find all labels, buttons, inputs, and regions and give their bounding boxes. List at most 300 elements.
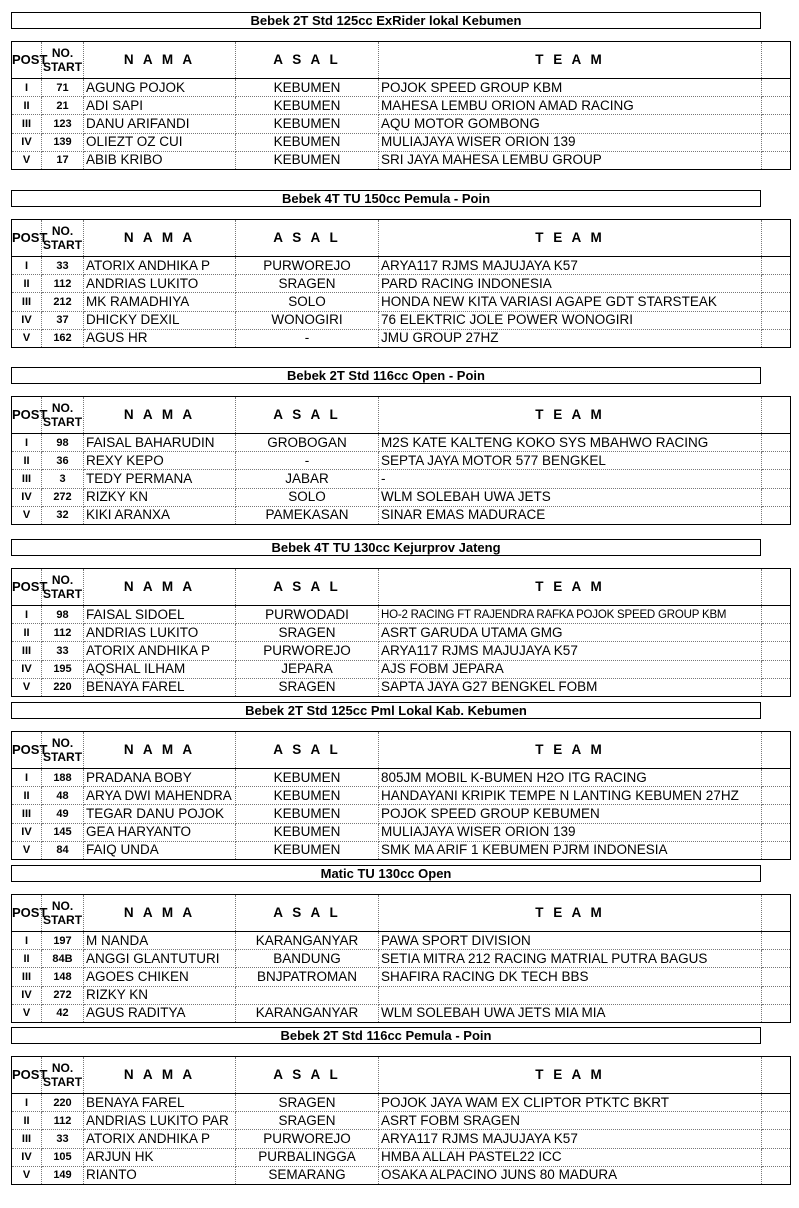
spacer-cell: [762, 1130, 791, 1148]
origin-cell: PURWOREJO: [236, 257, 379, 275]
header-row: [12, 895, 791, 932]
origin-cell: SOLO: [236, 488, 379, 506]
position-cell: V: [12, 678, 42, 696]
position-cell: IV: [12, 488, 42, 506]
result-row: [12, 1148, 791, 1166]
spacer-cell: [762, 293, 791, 311]
start-number-cell: 212: [42, 293, 84, 311]
spacer-cell: [762, 787, 791, 805]
team-cell: POJOK SPEED GROUP KBM: [379, 79, 762, 97]
header-no-start: NO. START: [42, 1057, 84, 1094]
team-cell: MAHESA LEMBU ORION AMAD RACING: [379, 97, 762, 115]
position-cell: IV: [12, 823, 42, 841]
position-cell: III: [12, 805, 42, 823]
position-cell: II: [12, 275, 42, 293]
start-number-cell: 98: [42, 434, 84, 452]
team-cell: HANDAYANI KRIPIK TEMPE N LANTING KEBUMEN 27HZ: [379, 787, 762, 805]
position-cell: I: [12, 257, 42, 275]
position-cell: IV: [12, 986, 42, 1004]
header-row: [12, 397, 791, 434]
header-pos: POST: [12, 732, 42, 769]
rider-name-cell: TEDY PERMANA: [84, 470, 236, 488]
team-cell: ARYA117 RJMS MAJUJAYA K57: [379, 642, 762, 660]
rider-name-cell: ADI SAPI: [84, 97, 236, 115]
spacer-cell: [762, 488, 791, 506]
result-row: [12, 932, 791, 950]
result-row: [12, 434, 791, 452]
team-cell: HMBA ALLAH PASTEL22 ICC: [379, 1148, 762, 1166]
position-cell: V: [12, 151, 42, 169]
team-cell: WLM SOLEBAH UWA JETS: [379, 488, 762, 506]
spacer-cell: [762, 660, 791, 678]
rider-name-cell: ARJUN HK: [84, 1148, 236, 1166]
header-team: T E A M: [379, 569, 762, 606]
team-cell: SHAFIRA RACING DK TECH BBS: [379, 968, 762, 986]
position-cell: III: [12, 1130, 42, 1148]
rider-name-cell: FAISAL SIDOEL: [84, 606, 236, 624]
results-table: [11, 731, 791, 860]
start-number-cell: 112: [42, 1112, 84, 1130]
origin-cell: KEBUMEN: [236, 79, 379, 97]
result-row: [12, 293, 791, 311]
spacer-cell: [762, 823, 791, 841]
origin-cell: KEBUMEN: [236, 823, 379, 841]
start-number-cell: 21: [42, 97, 84, 115]
header-asal: A S A L: [236, 569, 379, 606]
spacer-cell: [762, 133, 791, 151]
result-row: [12, 642, 791, 660]
section-title: Matic TU 130cc Open: [11, 865, 761, 882]
position-cell: I: [12, 769, 42, 787]
header-pos: POST: [12, 220, 42, 257]
team-cell: SINAR EMAS MADURACE: [379, 506, 762, 524]
start-number-cell: 37: [42, 311, 84, 329]
spacer-cell: [762, 805, 791, 823]
header-asal: A S A L: [236, 220, 379, 257]
result-row: [12, 787, 791, 805]
position-cell: II: [12, 624, 42, 642]
results-table: [11, 568, 791, 697]
section-title: Bebek 4T TU 130cc Kejurprov Jateng: [11, 539, 761, 556]
header-pos: POST: [12, 895, 42, 932]
start-number-cell: 149: [42, 1166, 84, 1184]
spacer-cell: [762, 97, 791, 115]
header-pos: POST: [12, 397, 42, 434]
header-nama: N A M A: [84, 42, 236, 79]
header-row: [12, 42, 791, 79]
start-number-cell: 36: [42, 452, 84, 470]
start-number-cell: 98: [42, 606, 84, 624]
result-row: [12, 1004, 791, 1022]
origin-cell: GROBOGAN: [236, 434, 379, 452]
result-row: [12, 151, 791, 169]
origin-cell: PURWOREJO: [236, 642, 379, 660]
position-cell: III: [12, 293, 42, 311]
spacer-cell: [762, 606, 791, 624]
spacer-cell: [762, 624, 791, 642]
start-number-cell: 17: [42, 151, 84, 169]
result-row: [12, 506, 791, 524]
position-cell: III: [12, 968, 42, 986]
header-spacer: [762, 732, 791, 769]
origin-cell: PURBALINGGA: [236, 1148, 379, 1166]
section-title: Bebek 2T Std 116cc Pemula - Poin: [11, 1027, 761, 1044]
rider-name-cell: GEA HARYANTO: [84, 823, 236, 841]
origin-cell: KEBUMEN: [236, 841, 379, 859]
team-cell: SAPTA JAYA G27 BENGKEL FOBM: [379, 678, 762, 696]
origin-cell: SRAGEN: [236, 624, 379, 642]
rider-name-cell: KIKI ARANXA: [84, 506, 236, 524]
start-number-cell: 188: [42, 769, 84, 787]
results-table: [11, 41, 791, 170]
header-spacer: [762, 397, 791, 434]
team-cell: -: [379, 470, 762, 488]
rider-name-cell: AGOES CHIKEN: [84, 968, 236, 986]
team-cell: ARYA117 RJMS MAJUJAYA K57: [379, 257, 762, 275]
result-row: [12, 275, 791, 293]
spacer-cell: [762, 968, 791, 986]
rider-name-cell: MK RAMADHIYA: [84, 293, 236, 311]
spacer-cell: [762, 642, 791, 660]
results-table: [11, 396, 791, 525]
spacer-cell: [762, 151, 791, 169]
rider-name-cell: ATORIX ANDHIKA P: [84, 1130, 236, 1148]
team-cell: ASRT GARUDA UTAMA GMG: [379, 624, 762, 642]
origin-cell: PURWOREJO: [236, 1130, 379, 1148]
spacer-cell: [762, 311, 791, 329]
rider-name-cell: RIZKY KN: [84, 488, 236, 506]
position-cell: IV: [12, 311, 42, 329]
result-row: [12, 470, 791, 488]
position-cell: V: [12, 1004, 42, 1022]
team-cell: PARD RACING INDONESIA: [379, 275, 762, 293]
start-number-cell: 105: [42, 1148, 84, 1166]
result-row: [12, 841, 791, 859]
header-team: T E A M: [379, 1057, 762, 1094]
header-row: [12, 220, 791, 257]
results-table: [11, 894, 791, 1023]
result-row: [12, 678, 791, 696]
rider-name-cell: ANDRIAS LUKITO: [84, 624, 236, 642]
header-no-start: NO. START: [42, 397, 84, 434]
header-asal: A S A L: [236, 732, 379, 769]
origin-cell: KEBUMEN: [236, 151, 379, 169]
result-row: [12, 488, 791, 506]
rider-name-cell: ABIB KRIBO: [84, 151, 236, 169]
origin-cell: SRAGEN: [236, 275, 379, 293]
spacer-cell: [762, 950, 791, 968]
start-number-cell: 195: [42, 660, 84, 678]
team-cell: POJOK SPEED GROUP KEBUMEN: [379, 805, 762, 823]
spacer-cell: [762, 932, 791, 950]
header-pos: POST: [12, 569, 42, 606]
spacer-cell: [762, 1094, 791, 1112]
position-cell: I: [12, 1094, 42, 1112]
rider-name-cell: AGUNG POJOK: [84, 79, 236, 97]
spacer-cell: [762, 115, 791, 133]
start-number-cell: 272: [42, 488, 84, 506]
origin-cell: SRAGEN: [236, 1094, 379, 1112]
position-cell: I: [12, 606, 42, 624]
result-row: [12, 1112, 791, 1130]
header-no-start: NO. START: [42, 220, 84, 257]
result-row: [12, 115, 791, 133]
header-nama: N A M A: [84, 569, 236, 606]
spacer-cell: [762, 1112, 791, 1130]
header-no-start: NO. START: [42, 732, 84, 769]
origin-cell: SEMARANG: [236, 1166, 379, 1184]
section-title: Bebek 2T Std 116cc Open - Poin: [11, 367, 761, 384]
start-number-cell: 32: [42, 506, 84, 524]
rider-name-cell: REXY KEPO: [84, 452, 236, 470]
header-no-start: NO. START: [42, 42, 84, 79]
team-cell: HO-2 RACING FT RAJENDRA RAFKA POJOK SPEED GROUP KBM: [379, 606, 762, 624]
spacer-cell: [762, 1166, 791, 1184]
header-nama: N A M A: [84, 1057, 236, 1094]
header-team: T E A M: [379, 895, 762, 932]
result-row: [12, 660, 791, 678]
result-row: [12, 624, 791, 642]
result-row: [12, 606, 791, 624]
rider-name-cell: AGUS RADITYA: [84, 1004, 236, 1022]
result-row: [12, 133, 791, 151]
spacer-cell: [762, 841, 791, 859]
position-cell: I: [12, 932, 42, 950]
header-team: T E A M: [379, 397, 762, 434]
spacer-cell: [762, 1004, 791, 1022]
rider-name-cell: RIANTO: [84, 1166, 236, 1184]
header-asal: A S A L: [236, 1057, 379, 1094]
result-row: [12, 79, 791, 97]
start-number-cell: 148: [42, 968, 84, 986]
position-cell: IV: [12, 133, 42, 151]
header-row: [12, 732, 791, 769]
start-number-cell: 49: [42, 805, 84, 823]
origin-cell: PURWODADI: [236, 606, 379, 624]
team-cell: PAWA SPORT DIVISION: [379, 932, 762, 950]
start-number-cell: 139: [42, 133, 84, 151]
header-asal: A S A L: [236, 42, 379, 79]
spacer-cell: [762, 275, 791, 293]
origin-cell: BNJPATROMAN: [236, 968, 379, 986]
header-no-start: NO. START: [42, 569, 84, 606]
results-table: [11, 1056, 791, 1185]
team-cell: SEPTA JAYA MOTOR 577 BENGKEL: [379, 452, 762, 470]
rider-name-cell: ATORIX ANDHIKA P: [84, 642, 236, 660]
position-cell: V: [12, 506, 42, 524]
team-cell: JMU GROUP 27HZ: [379, 329, 762, 347]
header-pos: POST: [12, 42, 42, 79]
team-cell: SMK MA ARIF 1 KEBUMEN PJRM INDONESIA: [379, 841, 762, 859]
position-cell: III: [12, 115, 42, 133]
result-row: [12, 950, 791, 968]
rider-name-cell: FAIQ UNDA: [84, 841, 236, 859]
team-cell: [379, 986, 762, 1004]
spacer-cell: [762, 1148, 791, 1166]
section-title: Bebek 4T TU 150cc Pemula - Poin: [11, 190, 761, 207]
start-number-cell: 33: [42, 1130, 84, 1148]
header-no-start: NO. START: [42, 895, 84, 932]
origin-cell: SRAGEN: [236, 1112, 379, 1130]
origin-cell: -: [236, 329, 379, 347]
start-number-cell: 33: [42, 257, 84, 275]
team-cell: AQU MOTOR GOMBONG: [379, 115, 762, 133]
result-row: [12, 769, 791, 787]
spacer-cell: [762, 678, 791, 696]
position-cell: IV: [12, 1148, 42, 1166]
team-cell: 76 ELEKTRIC JOLE POWER WONOGIRI: [379, 311, 762, 329]
rider-name-cell: BENAYA FAREL: [84, 1094, 236, 1112]
rider-name-cell: ANDRIAS LUKITO: [84, 275, 236, 293]
position-cell: IV: [12, 660, 42, 678]
position-cell: V: [12, 841, 42, 859]
start-number-cell: 123: [42, 115, 84, 133]
origin-cell: KEBUMEN: [236, 115, 379, 133]
team-cell: MULIAJAYA WISER ORION 139: [379, 823, 762, 841]
start-number-cell: 197: [42, 932, 84, 950]
result-row: [12, 986, 791, 1004]
start-number-cell: 33: [42, 642, 84, 660]
rider-name-cell: DANU ARIFANDI: [84, 115, 236, 133]
header-spacer: [762, 42, 791, 79]
origin-cell: KEBUMEN: [236, 769, 379, 787]
rider-name-cell: AGUS HR: [84, 329, 236, 347]
rider-name-cell: M NANDA: [84, 932, 236, 950]
start-number-cell: 145: [42, 823, 84, 841]
team-cell: POJOK JAYA WAM EX CLIPTOR PTKTC BKRT: [379, 1094, 762, 1112]
origin-cell: KEBUMEN: [236, 805, 379, 823]
position-cell: II: [12, 452, 42, 470]
start-number-cell: 272: [42, 986, 84, 1004]
team-cell: SRI JAYA MAHESA LEMBU GROUP: [379, 151, 762, 169]
start-number-cell: 162: [42, 329, 84, 347]
team-cell: SETIA MITRA 212 RACING MATRIAL PUTRA BAGUS: [379, 950, 762, 968]
team-cell: OSAKA ALPACINO JUNS 80 MADURA: [379, 1166, 762, 1184]
header-spacer: [762, 569, 791, 606]
rider-name-cell: ANDRIAS LUKITO PAR: [84, 1112, 236, 1130]
start-number-cell: 220: [42, 1094, 84, 1112]
rider-name-cell: BENAYA FAREL: [84, 678, 236, 696]
team-cell: MULIAJAYA WISER ORION 139: [379, 133, 762, 151]
start-number-cell: 84: [42, 841, 84, 859]
rider-name-cell: TEGAR DANU POJOK: [84, 805, 236, 823]
origin-cell: WONOGIRI: [236, 311, 379, 329]
spacer-cell: [762, 452, 791, 470]
spacer-cell: [762, 769, 791, 787]
origin-cell: KARANGANYAR: [236, 932, 379, 950]
header-team: T E A M: [379, 42, 762, 79]
position-cell: II: [12, 950, 42, 968]
header-spacer: [762, 1057, 791, 1094]
start-number-cell: 84B: [42, 950, 84, 968]
header-spacer: [762, 895, 791, 932]
header-asal: A S A L: [236, 397, 379, 434]
origin-cell: KEBUMEN: [236, 133, 379, 151]
spacer-cell: [762, 434, 791, 452]
start-number-cell: 112: [42, 624, 84, 642]
start-number-cell: 112: [42, 275, 84, 293]
start-number-cell: 71: [42, 79, 84, 97]
origin-cell: [236, 986, 379, 1004]
position-cell: V: [12, 329, 42, 347]
start-number-cell: 220: [42, 678, 84, 696]
start-number-cell: 48: [42, 787, 84, 805]
spacer-cell: [762, 986, 791, 1004]
rider-name-cell: AQSHAL ILHAM: [84, 660, 236, 678]
header-team: T E A M: [379, 220, 762, 257]
result-row: [12, 452, 791, 470]
header-nama: N A M A: [84, 895, 236, 932]
origin-cell: PAMEKASAN: [236, 506, 379, 524]
result-row: [12, 968, 791, 986]
rider-name-cell: FAISAL BAHARUDIN: [84, 434, 236, 452]
team-cell: HONDA NEW KITA VARIASI AGAPE GDT STARSTEAK: [379, 293, 762, 311]
rider-name-cell: OLIEZT OZ CUI: [84, 133, 236, 151]
start-number-cell: 42: [42, 1004, 84, 1022]
result-row: [12, 329, 791, 347]
origin-cell: BANDUNG: [236, 950, 379, 968]
position-cell: II: [12, 97, 42, 115]
position-cell: I: [12, 79, 42, 97]
team-cell: M2S KATE KALTENG KOKO SYS MBAHWO RACING: [379, 434, 762, 452]
result-row: [12, 823, 791, 841]
origin-cell: -: [236, 452, 379, 470]
rider-name-cell: DHICKY DEXIL: [84, 311, 236, 329]
team-cell: AJS FOBM JEPARA: [379, 660, 762, 678]
spacer-cell: [762, 470, 791, 488]
header-row: [12, 569, 791, 606]
rider-name-cell: RIZKY KN: [84, 986, 236, 1004]
team-cell: 805JM MOBIL K-BUMEN H2O ITG RACING: [379, 769, 762, 787]
header-spacer: [762, 220, 791, 257]
rider-name-cell: ARYA DWI MAHENDRA: [84, 787, 236, 805]
header-row: [12, 1057, 791, 1094]
spacer-cell: [762, 257, 791, 275]
team-cell: ARYA117 RJMS MAJUJAYA K57: [379, 1130, 762, 1148]
result-row: [12, 1166, 791, 1184]
header-team: T E A M: [379, 732, 762, 769]
header-nama: N A M A: [84, 397, 236, 434]
section-title: Bebek 2T Std 125cc ExRider lokal Kebumen: [11, 12, 761, 29]
origin-cell: JEPARA: [236, 660, 379, 678]
result-row: [12, 1130, 791, 1148]
origin-cell: JABAR: [236, 470, 379, 488]
origin-cell: KEBUMEN: [236, 97, 379, 115]
spacer-cell: [762, 329, 791, 347]
position-cell: V: [12, 1166, 42, 1184]
rider-name-cell: PRADANA BOBY: [84, 769, 236, 787]
rider-name-cell: ANGGI GLANTUTURI: [84, 950, 236, 968]
spacer-cell: [762, 506, 791, 524]
team-cell: WLM SOLEBAH UWA JETS MIA MIA: [379, 1004, 762, 1022]
origin-cell: KARANGANYAR: [236, 1004, 379, 1022]
origin-cell: SOLO: [236, 293, 379, 311]
origin-cell: KEBUMEN: [236, 787, 379, 805]
header-asal: A S A L: [236, 895, 379, 932]
header-nama: N A M A: [84, 732, 236, 769]
position-cell: II: [12, 1112, 42, 1130]
position-cell: III: [12, 642, 42, 660]
origin-cell: SRAGEN: [236, 678, 379, 696]
result-row: [12, 311, 791, 329]
spacer-cell: [762, 79, 791, 97]
position-cell: II: [12, 787, 42, 805]
position-cell: III: [12, 470, 42, 488]
position-cell: I: [12, 434, 42, 452]
rider-name-cell: ATORIX ANDHIKA P: [84, 257, 236, 275]
start-number-cell: 3: [42, 470, 84, 488]
header-nama: N A M A: [84, 220, 236, 257]
